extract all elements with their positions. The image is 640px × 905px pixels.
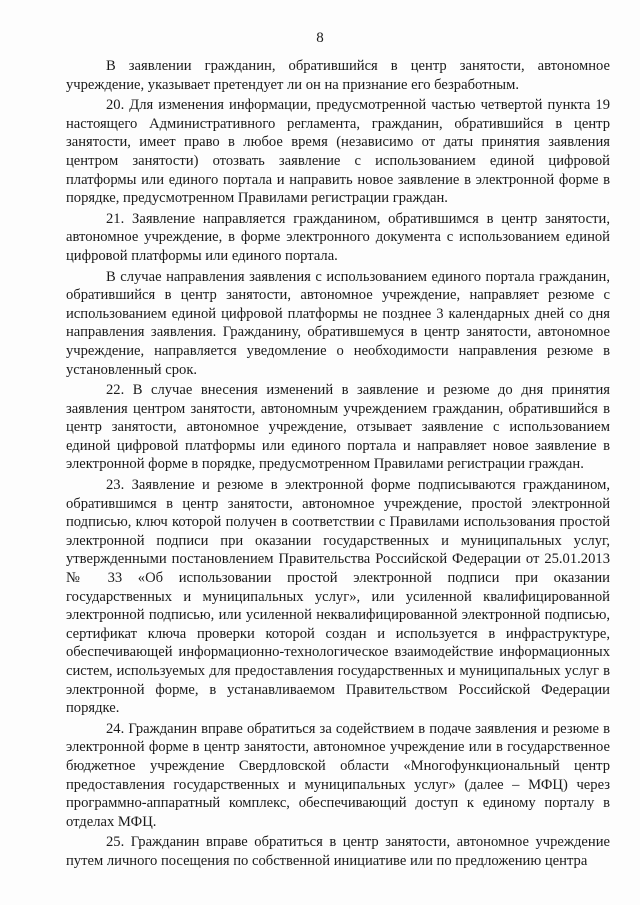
page-number: 8 <box>316 30 324 46</box>
paragraph-23: 23. Заявление и резюме в электронной форме подписываются гражданином, обратившимся в центр занятости, автономное учреждение, простой электронной подписью, ключ которой получен в соответствии с Правилами использования простой электронной подписи при оказании государственных и муниципальных услуг, утвержденными постановлением Правительства Российской Федерации от 25.01.2013 № 33 «Об использовании простой электронной подписи при оказании государственных и муниципальных услуг», или усиленной квалифицированной электронной подписью, или усиленной неквалифицированной электронной подписью, сертификат ключа проверки которой создан и используется в инфраструктуре, обеспечивающей информационно-технологическое взаимодействие информационных систем, используемых для предоставления государственных и муниципальных услуг в электронной форме, в устанавливаемом Правительством Российской Федерации порядке. <box>66 477 610 717</box>
paragraph-21: 21. Заявление направляется гражданином, обратившимся в центр занятости, автономное учреждение, в форме электронного документа с использованием единой цифровой платформы или единого портала. <box>66 210 610 264</box>
document-body <box>66 57 610 871</box>
paragraph-20: 20. Для изменения информации, предусмотренной частью четвертой пункта 19 настоящего Административного регламента, гражданин, обратившийся в центр занятости, имеет право в любое время (независимо от даты принятия заявления центром занятости) отозвать заявление с использованием единой цифровой платформы или единого портала и направить новое заявление в электронной форме в порядке, предусмотренном Правилами регистрации граждан. <box>66 97 610 207</box>
paragraph-resume-portal: В случае направления заявления с использованием единого портала гражданин, обратившийся в центр занятости, автономное учреждение, направляет резюме с использованием единой цифровой платформы не позднее 3 календарных дней со дня направления заявления. Гражданину, обратившемуся в центр занятости, автономное учреждение, направляется уведомление о необходимости направления резюме в установленный срок. <box>66 268 610 378</box>
paragraph-25: 25. Гражданин вправе обратиться в центр занятости, автономное учреждение путем личного посещения по собственной инициативе или по предложению центра <box>66 834 610 869</box>
paragraph-application-unemployed: В заявлении гражданин, обратившийся в центр занятости, автономное учреждение, указывает претендует ли он на признание его безработным. <box>66 58 610 93</box>
paragraph-22: 22. В случае внесения изменений в заявление и резюме до дня принятия заявления центром занятости, автономным учреждением гражданин, обратившийся в центр занятости, автономное учреждение, отзывает заявление с использованием единой цифровой платформы или единого портала и направляет новое заявление в электронной форме в порядке, предусмотренном Правилами регистрации граждан. <box>66 382 610 473</box>
paragraph-24: 24. Гражданин вправе обратиться за содействием в подаче заявления и резюме в электронной форме в центр занятости, автономное учреждение или в государственное бюджетное учреждение Свердловской области «Многофункциональный центр предоставления государственных и муниципальных услуг» (далее – МФЦ) через программно-аппаратный комплекс, обеспечивающий доступ к единому порталу в отделах МФЦ. <box>66 720 610 830</box>
